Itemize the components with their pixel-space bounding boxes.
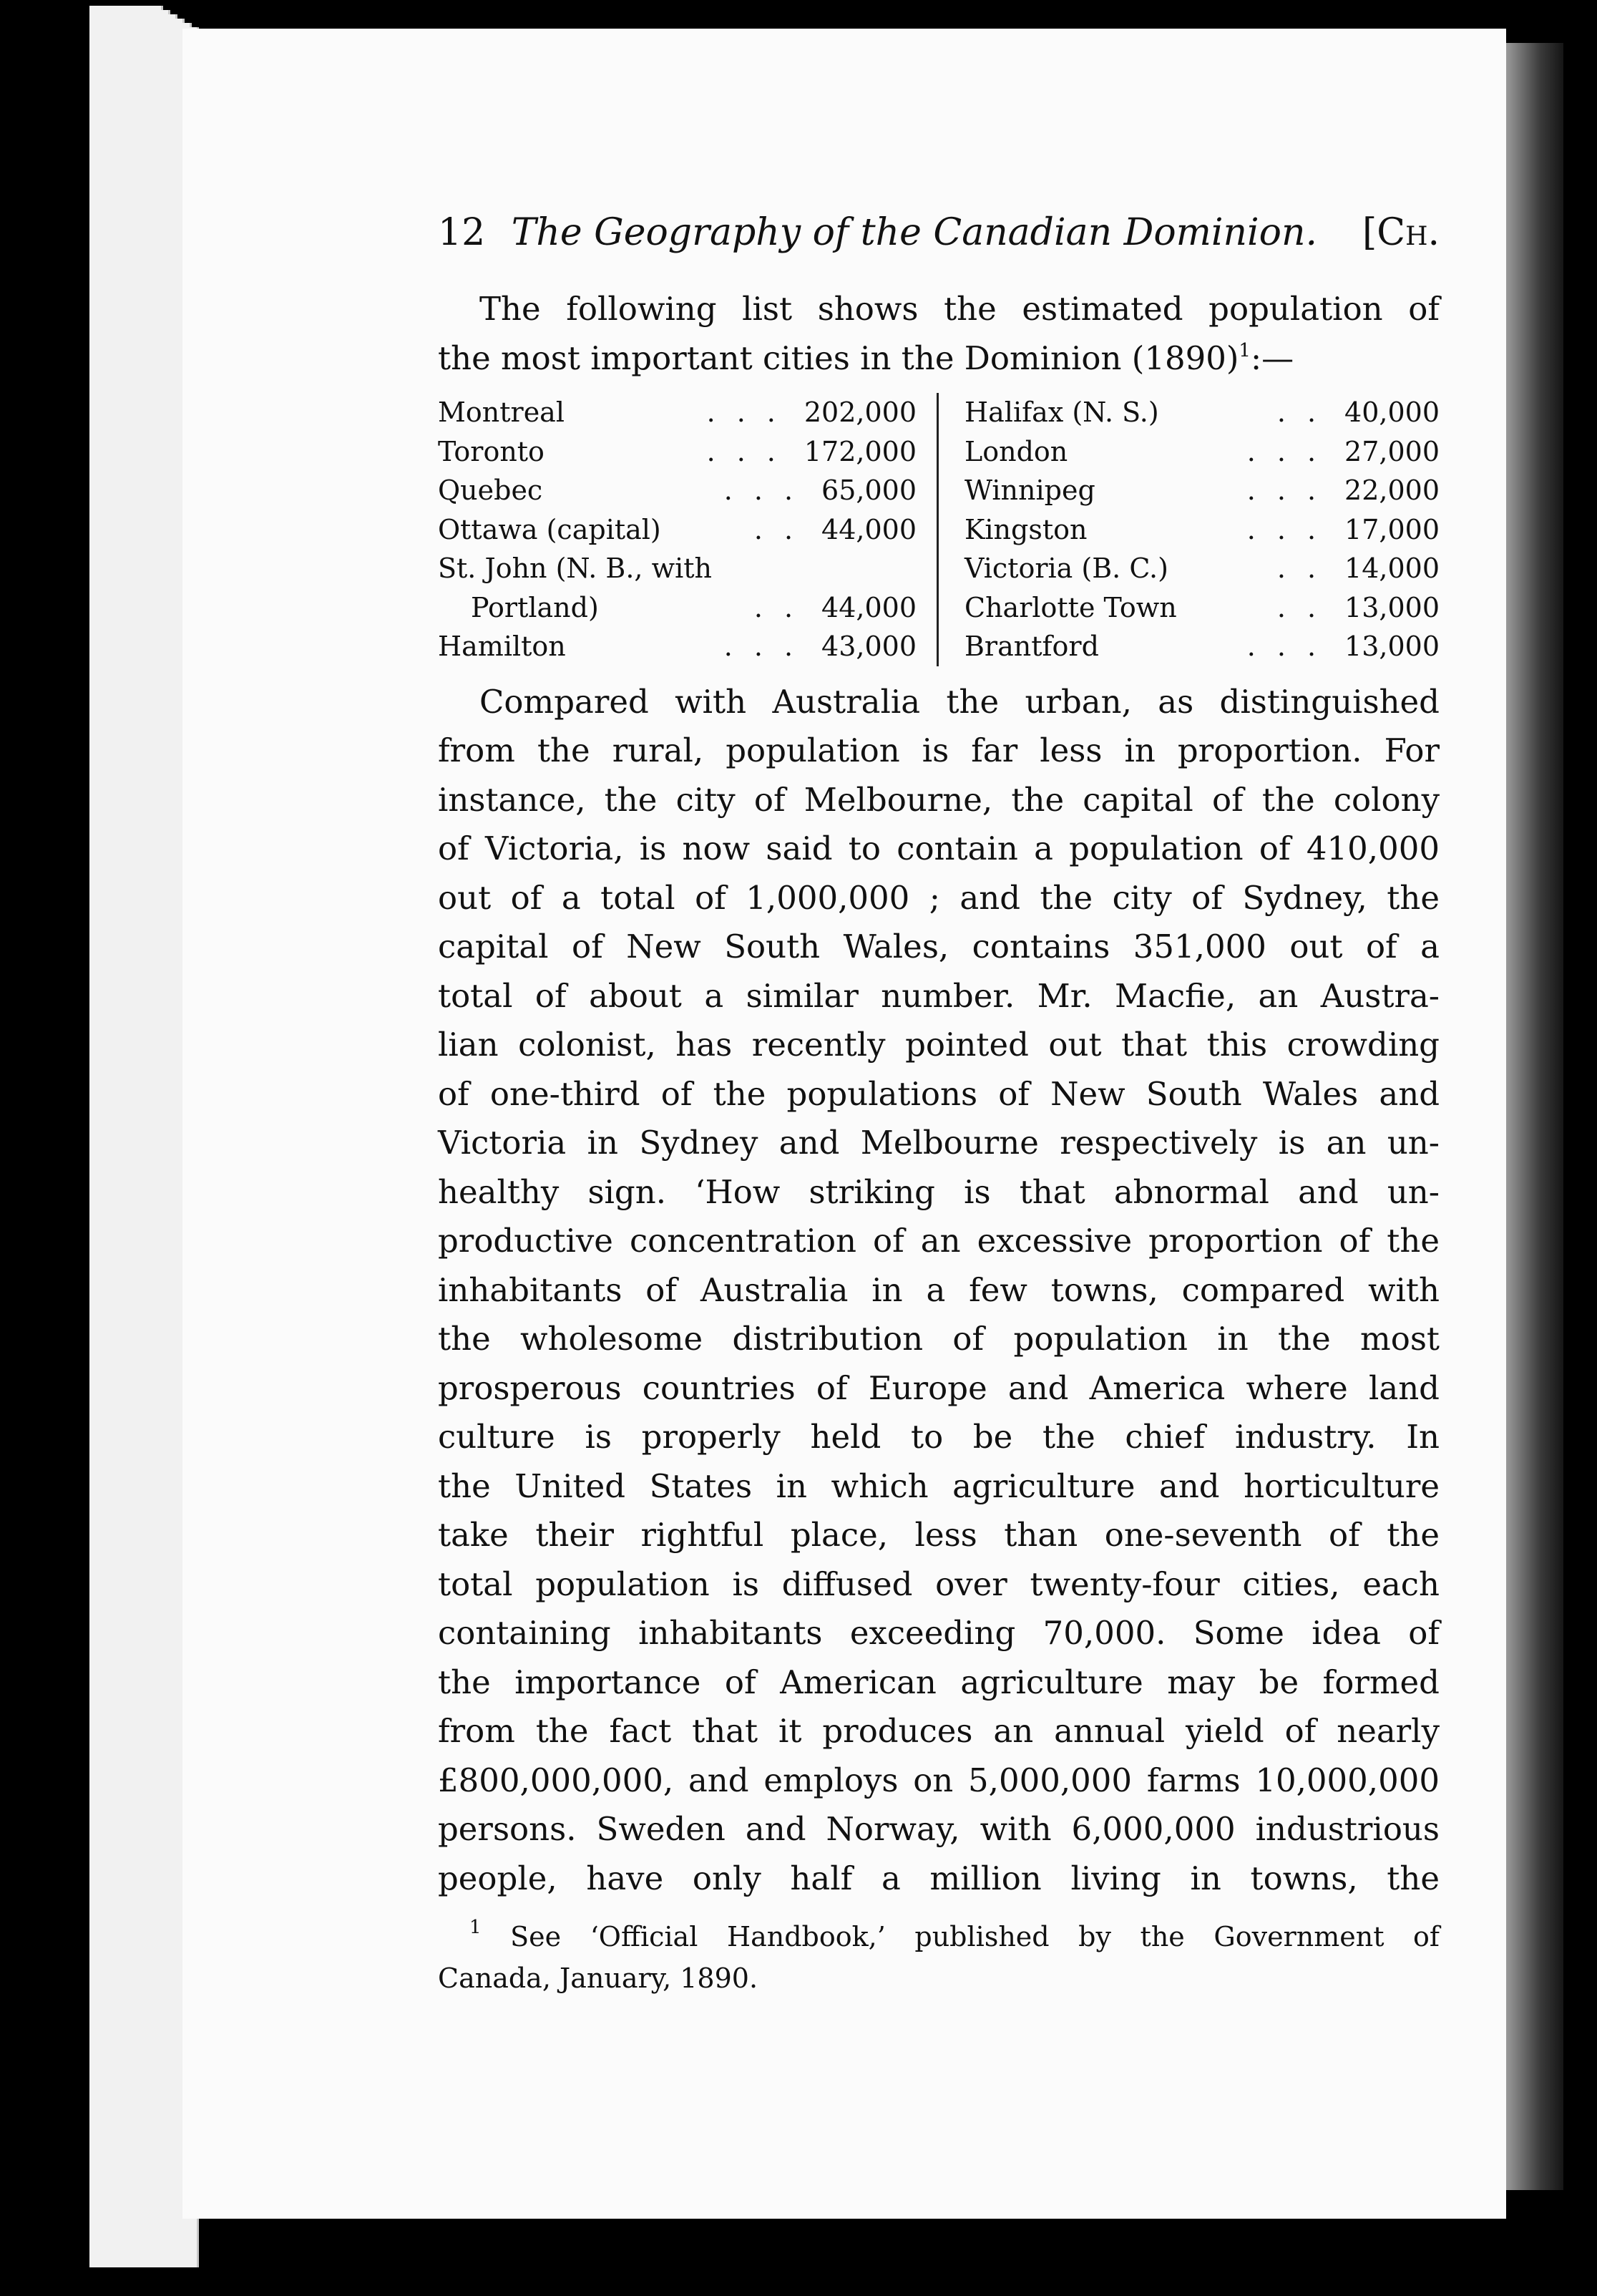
- leader-dots: ..: [1276, 397, 1338, 428]
- city-name: Quebec: [438, 475, 543, 506]
- footnote-line: Canada, January, 1890.: [438, 1962, 758, 1994]
- city-population: 65,000: [821, 475, 917, 506]
- text-line: inhabitants of Australia in a few towns, compared with: [438, 1270, 1440, 1309]
- leader-dots: ..: [753, 591, 815, 623]
- page-content: [438, 208, 1440, 1999]
- city-name: Toronto: [438, 435, 544, 467]
- city-population: 13,000: [1344, 631, 1440, 662]
- text-line: of one-third of the populations of New South Wales and: [438, 1074, 1440, 1113]
- leader-dots: ...: [706, 435, 797, 467]
- text-line: total population is diffused over twenty-four cities, each: [438, 1565, 1440, 1603]
- text-line: Compared with Australia the urban, as distinguished: [479, 682, 1440, 721]
- text-fragment: See ‘Official Handbook,’ published by the Government of: [510, 1921, 1440, 1952]
- body-paragraph: [438, 678, 1440, 1904]
- text-fragment: :—: [1250, 339, 1294, 377]
- city-population: 14,000: [1344, 553, 1440, 584]
- table-row: [438, 627, 917, 666]
- table-row: [964, 432, 1440, 472]
- city-name: Brantford: [964, 631, 1099, 662]
- leader-dots: ..: [753, 513, 815, 545]
- leader-dots: ...: [1246, 631, 1338, 662]
- text-line: containing inhabitants exceeding 70,000. Some idea of: [438, 1614, 1440, 1652]
- table-row: [438, 393, 917, 432]
- running-title: The Geography of the Canadian Dominion.: [511, 211, 1318, 254]
- text-line: the United States in which agriculture and horticulture: [438, 1466, 1440, 1505]
- text-line: productive concentration of an excessive proportion of the: [438, 1222, 1440, 1260]
- leader-dots: ...: [1246, 475, 1338, 506]
- city-population: 22,000: [1344, 475, 1440, 506]
- city-population: 44,000: [821, 591, 917, 623]
- city-population: 43,000: [821, 631, 917, 662]
- city-population: 40,000: [1344, 397, 1440, 428]
- city-name: London: [964, 435, 1068, 467]
- text-line: Victoria in Sydney and Melbourne respectively is an un-: [438, 1124, 1440, 1162]
- leader-dots: ...: [723, 631, 815, 662]
- text-fragment: the most important cities in the Dominion (1890): [438, 339, 1239, 377]
- table-row: [438, 549, 917, 588]
- city-name: St. John (N. B., with: [438, 553, 712, 584]
- page-number: 12: [438, 211, 486, 254]
- city-name: Victoria (B. C.): [964, 553, 1168, 584]
- text-line: lian colonist, has recently pointed out that this crowding: [438, 1026, 1440, 1064]
- table-row: [964, 393, 1440, 432]
- table-row: [964, 510, 1440, 550]
- city-name: Winnipeg: [964, 475, 1095, 506]
- city-population-table: [438, 393, 1440, 666]
- leader-dots: ..: [1276, 553, 1338, 584]
- footnote-line: [438, 1916, 1440, 1957]
- text-line: out of a total of 1,000,000 ; and the city of Sydney, the: [438, 878, 1440, 917]
- city-population: 202,000: [804, 397, 917, 428]
- leader-dots: ..: [1276, 591, 1338, 623]
- text-line: from the rural, population is far less in proportion. For: [438, 731, 1440, 769]
- text-line: The following list shows the estimated population of: [479, 290, 1440, 328]
- text-line: the importance of American agriculture may be formed: [438, 1663, 1440, 1701]
- text-line: prosperous countries of Europe and America where land: [438, 1368, 1440, 1407]
- city-population: 44,000: [821, 513, 917, 545]
- text-line: £800,000,000, and employs on 5,000,000 farms 10,000,000: [438, 1761, 1440, 1799]
- table-row: [438, 471, 917, 510]
- binding-gutter-shadow: [1506, 43, 1563, 2190]
- city-population: 27,000: [1344, 435, 1440, 467]
- city-population: 172,000: [804, 435, 917, 467]
- city-name: Kingston: [964, 513, 1088, 545]
- text-line: from the fact that it produces an annual yield of nearly: [438, 1712, 1440, 1750]
- table-row: [964, 549, 1440, 588]
- intro-paragraph: [438, 285, 1440, 383]
- leader-dots: ...: [1246, 435, 1338, 467]
- chapter-mark: [Ch.: [1362, 211, 1440, 254]
- leader-dots: ...: [1246, 513, 1338, 545]
- text-line: take their rightful place, less than one-seventh of the: [438, 1516, 1440, 1554]
- table-row: [438, 510, 917, 550]
- footnote-ref: 1: [1239, 339, 1251, 361]
- text-line: [438, 334, 1440, 384]
- table-row: [964, 471, 1440, 510]
- text-line: healthy sign. ‘How striking is that abnormal and un-: [438, 1172, 1440, 1211]
- city-name: Halifax (N. S.): [964, 397, 1159, 428]
- text-line: total of about a similar number. Mr. Macfie, an Austra-: [438, 976, 1440, 1015]
- text-line: the wholesome distribution of population in the most: [438, 1320, 1440, 1358]
- city-name: Ottawa (capital): [438, 513, 661, 545]
- footnote-marker: 1: [469, 1917, 482, 1938]
- table-column-right: [939, 393, 1440, 666]
- text-line: instance, the city of Melbourne, the capital of the colony: [438, 780, 1440, 819]
- leader-dots: ...: [706, 397, 797, 428]
- city-name: Hamilton: [438, 631, 566, 662]
- text-line: capital of New South Wales, contains 351,000 out of a: [438, 928, 1440, 965]
- table-row: [964, 627, 1440, 666]
- city-name: Charlotte Town: [964, 591, 1177, 623]
- text-line: of Victoria, is now said to contain a population of 410,000: [438, 830, 1440, 867]
- footnote: [438, 1916, 1440, 1999]
- table-column-left: [438, 393, 939, 666]
- text-line: culture is properly held to be the chief industry. In: [438, 1418, 1440, 1456]
- leader-dots: ...: [723, 475, 815, 506]
- city-name: Portland): [471, 591, 599, 623]
- city-population: 17,000: [1344, 513, 1440, 545]
- table-row: [438, 588, 917, 628]
- city-population: 13,000: [1344, 591, 1440, 623]
- text-line: people, have only half a million living in towns, the: [438, 1859, 1440, 1897]
- table-row: [964, 588, 1440, 628]
- running-head: [438, 208, 1440, 258]
- city-name: Montreal: [438, 397, 565, 428]
- table-row: [438, 432, 917, 472]
- text-line: persons. Sweden and Norway, with 6,000,000 industrious: [438, 1810, 1440, 1848]
